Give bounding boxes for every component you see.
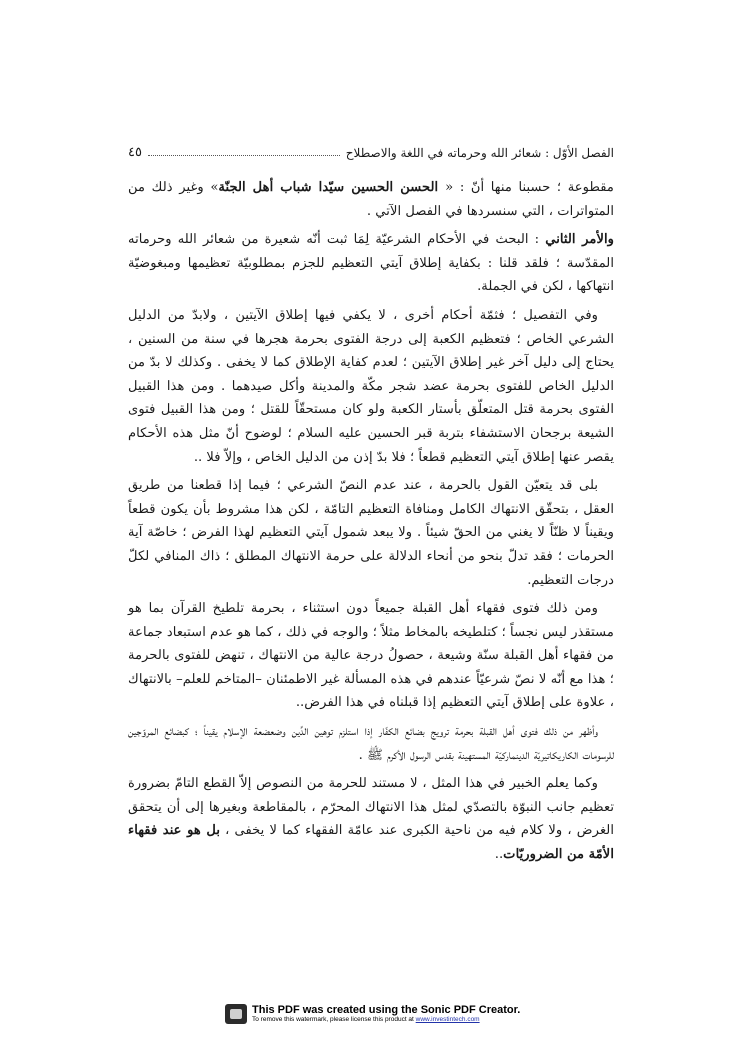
body-text [128,176,614,872]
header-leader-dots [148,155,340,156]
chapter-title: الفصل الأوّل : شعائر الله وحرماته في اللغة والاصطلاح [345,146,614,160]
running-header [128,140,614,160]
hadith-quote: الحسن الحسين سيّدا شباب أهل الجنّة [218,180,446,195]
paragraph-1 [128,176,614,223]
watermark-text [252,1004,520,1024]
watermark-link[interactable]: www.investintech.com [415,1016,480,1023]
pdf-watermark [225,1003,520,1025]
paragraph-5: ومن ذلك فتوى فقهاء أهل القبلة جميعاً دون استثناء ، بحرمة تلطيخ القرآن بما هو مستقذر ليس نجساً ؛ كتلطيخه بالمخاط مثلاً ؛ والوجه في ذلك ، كما هو عدم استبعاد جماعة من فقهاء أهل القبلة سنّة وشيعة ، حصولُ درجة عالية من الانتهاك ، تنهض للفتوى بالحرمة ؛ هذا مع أنّه لا نصّ شرعيّاً عندهم في هذه المسألة غير الاطمئنان –المتاخم للعلم– بالانتهاك ، علاوة على إطلاق آيتي التعظيم إذا قبلناه في هذا الفرض.. [128,601,614,711]
page-number: ٤٥ [128,145,142,160]
p2-text: : البحث في الأحكام الشرعيّة لِمَا ثبت أنّه شعيرة من شعائر الله وحرماته المقدّسة ؛ فلقد قلنا : بكفاية إطلاق آيتي التعظيم للجزم بمطلوبيّة تعظيمها ومبغوضيّة انتهاكها ، لكن في الجملة. [128,232,614,295]
sonic-pdf-logo-icon [225,1004,247,1024]
paragraph-4: بلى قد يتعيّن القول بالحرمة ، عند عدم النصّ الشرعي ؛ فيما إذا قطعنا من طريق العقل ، بتحقّق الانتهاك الكامل ومنافاة التعظيم التامّة ، لكن هذا مشروط بأن يكون قطعاً ويقيناً لا ظنّاً لا يغني من الحقّ شيئاً . ولا يبعد شمول آيتي التعظيم لهذا الفرض ؛ خاصّة آية الحرمات ؛ فقد تدلّ بنحو من أنحاء الدلالة على حرمة الانتهاك المطلق ؛ ذاك المنافي لكلّ درجات التعظيم. [128,478,614,588]
p7-text: وكما يعلم الخبير في هذا المثل ، لا مستند للحرمة من النصوص إلاّ القطع التامّ بضرورة تعظيم جانب النبوّة بالتصدّي لمثل هذا الانتهاك المحرّم ، بالمقاطعة وبغيرها إلى أن يتحقق الغرض ، ولا كلام فيه من ناحية الكبرى عند عامّة الفقهاء كما لا يخفى ، [128,776,614,839]
p1-intro: مقطوعة ؛ حسبنا منها أنّ : « [445,180,615,195]
paragraph-2 [128,228,614,299]
p7-end: .. [494,847,504,863]
paragraph-7 [128,772,614,866]
paragraph-3: وفي التفصيل ؛ فثمّة أحكام أخرى ، لا يكفي فيها إطلاق الآيتين ، ولابدّ من الدليل الشرعي الخاص ؛ فتعظيم الكعبة إلى درجة الفتوى بحرمة هجرها في سنة من السنين ، يحتاج إلى دليل آخر غير إطلاق الآيتين ؛ لعدم كفاية الإطلاق كما لا يخفى . وكذلك لا بدّ من الدليل الخاص للفتوى بحرمة عضد شجر مكّة والمدينة وأكل صيدهما . ومن هذا القبيل الفتوى بحرمة قتل المتعلّق بأستار الكعبة ولو كان مستحقّاً للقتل ؛ ومن هذا القبيل فتوى الشيعة برجحان الاستشفاء بتربة قبر الحسين عليه السلام ؛ لوضوح أنّ مثل هذه الأحكام يقصر عنها إطلاق آيتي التعظيم قطعاً ؛ فلا بدّ إذن من الدليل الخاص ، وإلاّ فلا .. [128,307,614,465]
watermark-line-1: This PDF was created using the Sonic PDF Creator. [252,1004,521,1016]
p7-emphasis: بل هو عند فقهاء الأمّة من الضروريّات [128,823,614,863]
watermark-line-2-text: To remove this watermark, please license this product at [252,1016,416,1023]
paragraph-6: وأظهر من ذلك فتوى أهل القبلة بحرمة ترويج بضائع الكفّار إذا استلزم توهين الدِّين وضعضعة الإسلام يقيناً ؛ كبضائع المروّجين للرسومات الكاريكاتيريّة الدينماركيّة المستهينة بقدس الرسول الأكرم ﷺ . [128,724,614,763]
p1-rest: » وغير ذلك من المتواترات ، التي سنسردها في الفصل الآتي . [128,180,614,219]
watermark-line-2 [252,1016,520,1024]
second-matter-heading: والأمر الثاني [545,232,614,248]
